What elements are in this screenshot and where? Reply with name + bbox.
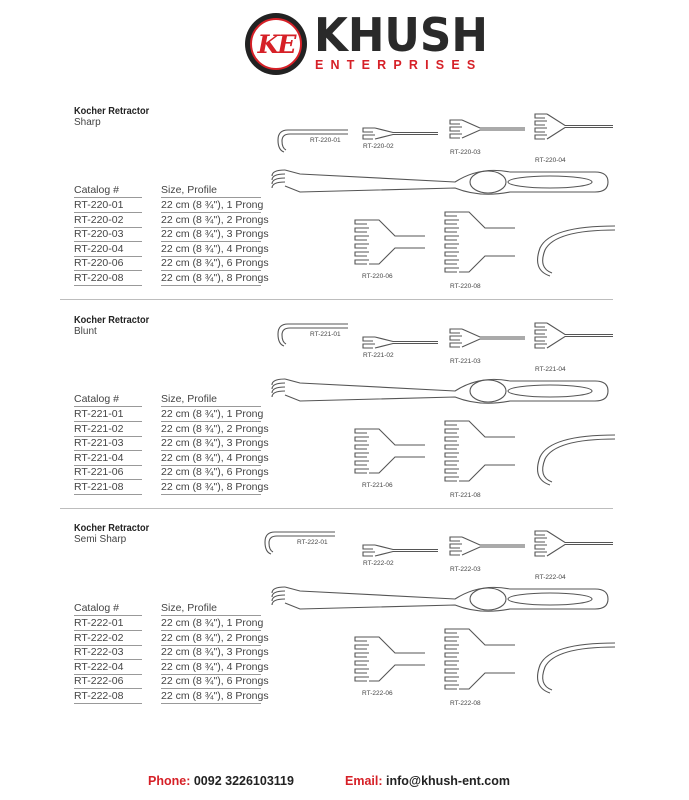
finger-ring-icon [470, 380, 506, 402]
prong-icon [445, 228, 459, 232]
prong-icon [445, 252, 459, 256]
prong-icon [450, 329, 462, 333]
prong-icon [535, 531, 547, 535]
shaft-icon [547, 337, 613, 349]
size-profile: 22 cm (8 ¾"), 4 Prongs [161, 242, 269, 255]
finger-ring-icon [470, 588, 506, 610]
prong-icon [355, 236, 369, 240]
instrument-drawings [250, 108, 620, 303]
header-underline [161, 197, 261, 198]
prong-icon [445, 453, 459, 457]
prong-icon [450, 343, 462, 347]
prong-icon [355, 228, 369, 232]
size-profile: 22 cm (8 ¾"), 2 Prongs [161, 631, 269, 644]
row-underline [74, 494, 142, 495]
header-underline [74, 197, 142, 198]
section-subtitle: Blunt [74, 326, 97, 337]
variant-label: RT-221-08 [450, 492, 481, 499]
tooth-icon [272, 587, 285, 593]
prong-icon [363, 135, 375, 139]
shaft-icon [459, 629, 515, 645]
catalog-number: RT-222-06 [74, 675, 124, 687]
shaft-icon [462, 130, 525, 138]
shaft-icon [462, 547, 525, 555]
prong-icon [535, 135, 547, 139]
variant-label: RT-222-03 [450, 566, 481, 573]
prong-icon [535, 114, 547, 118]
catalog-number: RT-220-04 [74, 242, 124, 255]
variant-label: RT-222-08 [450, 700, 481, 707]
catalog-number: RT-220-01 [74, 199, 124, 211]
prong-icon [355, 437, 369, 441]
tooth-icon [272, 595, 285, 601]
row-underline [161, 703, 261, 704]
catalog-number: RT-221-03 [74, 437, 124, 449]
shaft-icon [375, 344, 438, 349]
prong-icon [445, 637, 459, 641]
prong-icon [535, 344, 547, 348]
prong-icon [445, 445, 459, 449]
variant-label: RT-222-04 [535, 574, 566, 581]
email-contact [345, 774, 510, 788]
tooth-icon [272, 170, 285, 176]
prong-icon [355, 669, 369, 673]
prong-icon [445, 421, 459, 425]
prong-icon [535, 128, 547, 132]
catalog-number: RT-221-06 [74, 466, 124, 478]
shaft-icon [375, 545, 438, 550]
size-profile: 22 cm (8 ¾"), 1 Prong [161, 199, 264, 211]
row-underline [74, 703, 142, 704]
retractor-body-icon [285, 587, 608, 611]
variant-label: RT-222-02 [363, 560, 394, 567]
catalog-number: RT-221-08 [74, 480, 124, 493]
size-profile: 22 cm (8 ¾"), 1 Prong [161, 408, 264, 420]
shaft-icon [369, 637, 425, 653]
prong-icon [355, 453, 369, 457]
size-profile: 22 cm (8 ¾"), 6 Prongs [161, 675, 269, 687]
variant-label: RT-220-04 [535, 157, 566, 164]
retractor-body-icon [285, 379, 608, 403]
shaft-icon [547, 531, 613, 543]
email-address[interactable]: info@khush-ent.com [386, 774, 510, 788]
prong-icon [445, 669, 459, 673]
section-subtitle: Semi Sharp [74, 534, 127, 545]
prong-icon [445, 429, 459, 433]
shaft-icon [369, 429, 425, 445]
shaft-icon [459, 256, 515, 272]
tooth-icon [272, 591, 285, 597]
catalog-header: Catalog # [74, 184, 119, 196]
prong-icon [445, 677, 459, 681]
finger-ring-icon [470, 171, 506, 193]
shaft-icon [459, 212, 515, 228]
prong-icon [535, 330, 547, 334]
prong-icon [535, 538, 547, 542]
shaft-icon [459, 465, 515, 481]
prong-icon [450, 336, 462, 340]
prong-icon [445, 437, 459, 441]
shaft-icon [547, 545, 613, 557]
catalog-header: Catalog # [74, 393, 119, 405]
prong-icon [363, 552, 375, 556]
tooth-icon [272, 174, 285, 180]
size-profile: 22 cm (8 ¾"), 6 Prongs [161, 466, 269, 478]
prong-icon [450, 544, 462, 548]
size-header: Size, Profile [161, 602, 218, 614]
shaft-icon [462, 339, 525, 347]
prong-icon [355, 677, 369, 681]
prong-icon [445, 685, 459, 689]
section-subtitle: Sharp [74, 117, 101, 128]
prong-icon [355, 645, 369, 649]
catalog-number: RT-222-03 [74, 646, 124, 658]
prong-icon [445, 212, 459, 216]
size-profile: 22 cm (8 ¾"), 4 Prongs [161, 451, 269, 464]
catalog-header: Catalog # [74, 602, 119, 614]
header-underline [161, 615, 261, 616]
shaft-icon [369, 665, 425, 681]
header-underline [74, 615, 142, 616]
tooth-icon [272, 599, 285, 605]
section-title: Kocher Retractor [74, 106, 150, 117]
prong-icon [355, 429, 369, 433]
logo-text: KE [257, 29, 295, 59]
prong-icon [535, 323, 547, 327]
size-profile: 22 cm (8 ¾"), 3 Prongs [161, 437, 269, 449]
size-profile: 22 cm (8 ¾"), 3 Prongs [161, 646, 269, 658]
variant-label: RT-222-06 [362, 690, 393, 697]
phone-label: Phone: [148, 774, 191, 788]
variant-label: RT-221-06 [362, 482, 393, 489]
shaft-icon [547, 128, 613, 140]
tooth-icon [272, 387, 285, 393]
shaft-icon [375, 552, 438, 557]
side-hook-icon [543, 647, 615, 690]
prong-icon [355, 469, 369, 473]
catalog-number: RT-222-01 [74, 617, 124, 629]
prong-icon [445, 244, 459, 248]
tooth-icon [272, 383, 285, 389]
prong-icon [535, 552, 547, 556]
prong-icon [445, 461, 459, 465]
side-hook-icon [543, 439, 615, 482]
instrument-drawings [250, 525, 620, 720]
shaft-icon [375, 128, 438, 133]
shaft-icon [375, 337, 438, 342]
prong-icon [445, 220, 459, 224]
prong-icon [355, 637, 369, 641]
catalog-number: RT-220-06 [74, 257, 124, 269]
shaft-icon [462, 537, 525, 545]
instrument-drawings [250, 317, 620, 512]
brand-subtitle: ENTERPRISES [315, 58, 483, 72]
prong-icon [535, 121, 547, 125]
size-profile: 22 cm (8 ¾"), 3 Prongs [161, 228, 269, 240]
prong-icon [450, 127, 462, 131]
logo-mark [250, 18, 302, 70]
prong-icon [363, 337, 375, 341]
prong-icon [445, 645, 459, 649]
brand-name: KHUSH [314, 8, 488, 62]
prong-icon [445, 236, 459, 240]
shaft-icon [369, 457, 425, 473]
size-profile: 22 cm (8 ¾"), 8 Prongs [161, 480, 269, 493]
shaft-icon [547, 323, 613, 335]
prong-icon [445, 661, 459, 665]
email-label: Email: [345, 774, 383, 788]
shaft-icon [459, 673, 515, 689]
catalog-number: RT-221-01 [74, 408, 124, 420]
prong-icon [355, 461, 369, 465]
handle-slot-icon [508, 593, 592, 605]
prong-icon [535, 337, 547, 341]
size-profile: 22 cm (8 ¾"), 8 Prongs [161, 689, 269, 702]
section-title: Kocher Retractor [74, 523, 150, 534]
variant-label: RT-221-02 [363, 352, 394, 359]
prong-icon [535, 545, 547, 549]
prong-icon [445, 469, 459, 473]
prong-icon [355, 220, 369, 224]
shaft-icon [462, 329, 525, 337]
variant-label: RT-222-01 [297, 539, 328, 546]
size-header: Size, Profile [161, 393, 218, 405]
size-profile: 22 cm (8 ¾"), 6 Prongs [161, 257, 269, 269]
catalog-number: RT-220-02 [74, 213, 124, 226]
shaft-icon [459, 421, 515, 437]
phone-contact [148, 774, 294, 788]
tooth-icon [272, 391, 285, 397]
variant-label: RT-220-02 [363, 143, 394, 150]
prong-icon [355, 653, 369, 657]
prong-icon [445, 268, 459, 272]
variant-label: RT-221-04 [535, 366, 566, 373]
prong-icon [450, 537, 462, 541]
catalog-number: RT-220-03 [74, 228, 124, 240]
catalog-number: RT-222-04 [74, 660, 124, 673]
prong-icon [445, 629, 459, 633]
shaft-icon [369, 220, 425, 236]
prong-icon [355, 244, 369, 248]
size-header: Size, Profile [161, 184, 218, 196]
prong-icon [363, 344, 375, 348]
size-profile: 22 cm (8 ¾"), 4 Prongs [161, 660, 269, 673]
prong-icon [450, 134, 462, 138]
prong-icon [363, 545, 375, 549]
catalog-number: RT-222-08 [74, 689, 124, 702]
section-title: Kocher Retractor [74, 315, 150, 326]
header-underline [161, 406, 261, 407]
tooth-icon [272, 379, 285, 385]
tooth-icon [272, 178, 285, 184]
row-underline [161, 494, 261, 495]
variant-label: RT-220-03 [450, 149, 481, 156]
shaft-icon [547, 114, 613, 126]
shaft-icon [369, 248, 425, 264]
header-underline [74, 406, 142, 407]
variant-label: RT-221-01 [310, 331, 341, 338]
section-divider [60, 508, 613, 509]
section-divider [60, 299, 613, 300]
row-underline [161, 285, 261, 286]
catalog-number: RT-220-08 [74, 271, 124, 284]
variant-label: RT-220-06 [362, 273, 393, 280]
prong-icon [355, 661, 369, 665]
variant-label: RT-220-01 [310, 137, 341, 144]
variant-label: RT-220-08 [450, 283, 481, 290]
prong-icon [445, 260, 459, 264]
catalog-number: RT-221-02 [74, 422, 124, 435]
catalog-number: RT-221-04 [74, 451, 124, 464]
prong-icon [450, 551, 462, 555]
handle-slot-icon [508, 176, 592, 188]
shaft-icon [375, 135, 438, 140]
prong-icon [355, 260, 369, 264]
shaft-icon [462, 120, 525, 128]
phone-number[interactable]: 0092 3226103119 [193, 774, 294, 788]
prong-icon [355, 445, 369, 449]
tooth-icon [272, 182, 285, 188]
size-profile: 22 cm (8 ¾"), 8 Prongs [161, 271, 269, 284]
variant-label: RT-221-03 [450, 358, 481, 365]
size-profile: 22 cm (8 ¾"), 1 Prong [161, 617, 264, 629]
prong-icon [445, 653, 459, 657]
size-profile: 22 cm (8 ¾"), 2 Prongs [161, 422, 269, 435]
side-hook-icon [543, 230, 615, 273]
row-underline [74, 285, 142, 286]
size-profile: 22 cm (8 ¾"), 2 Prongs [161, 213, 269, 226]
prong-icon [445, 477, 459, 481]
catalog-number: RT-222-02 [74, 631, 124, 644]
retractor-body-icon [285, 170, 608, 194]
prong-icon [363, 128, 375, 132]
handle-slot-icon [508, 385, 592, 397]
prong-icon [355, 252, 369, 256]
prong-icon [450, 120, 462, 124]
